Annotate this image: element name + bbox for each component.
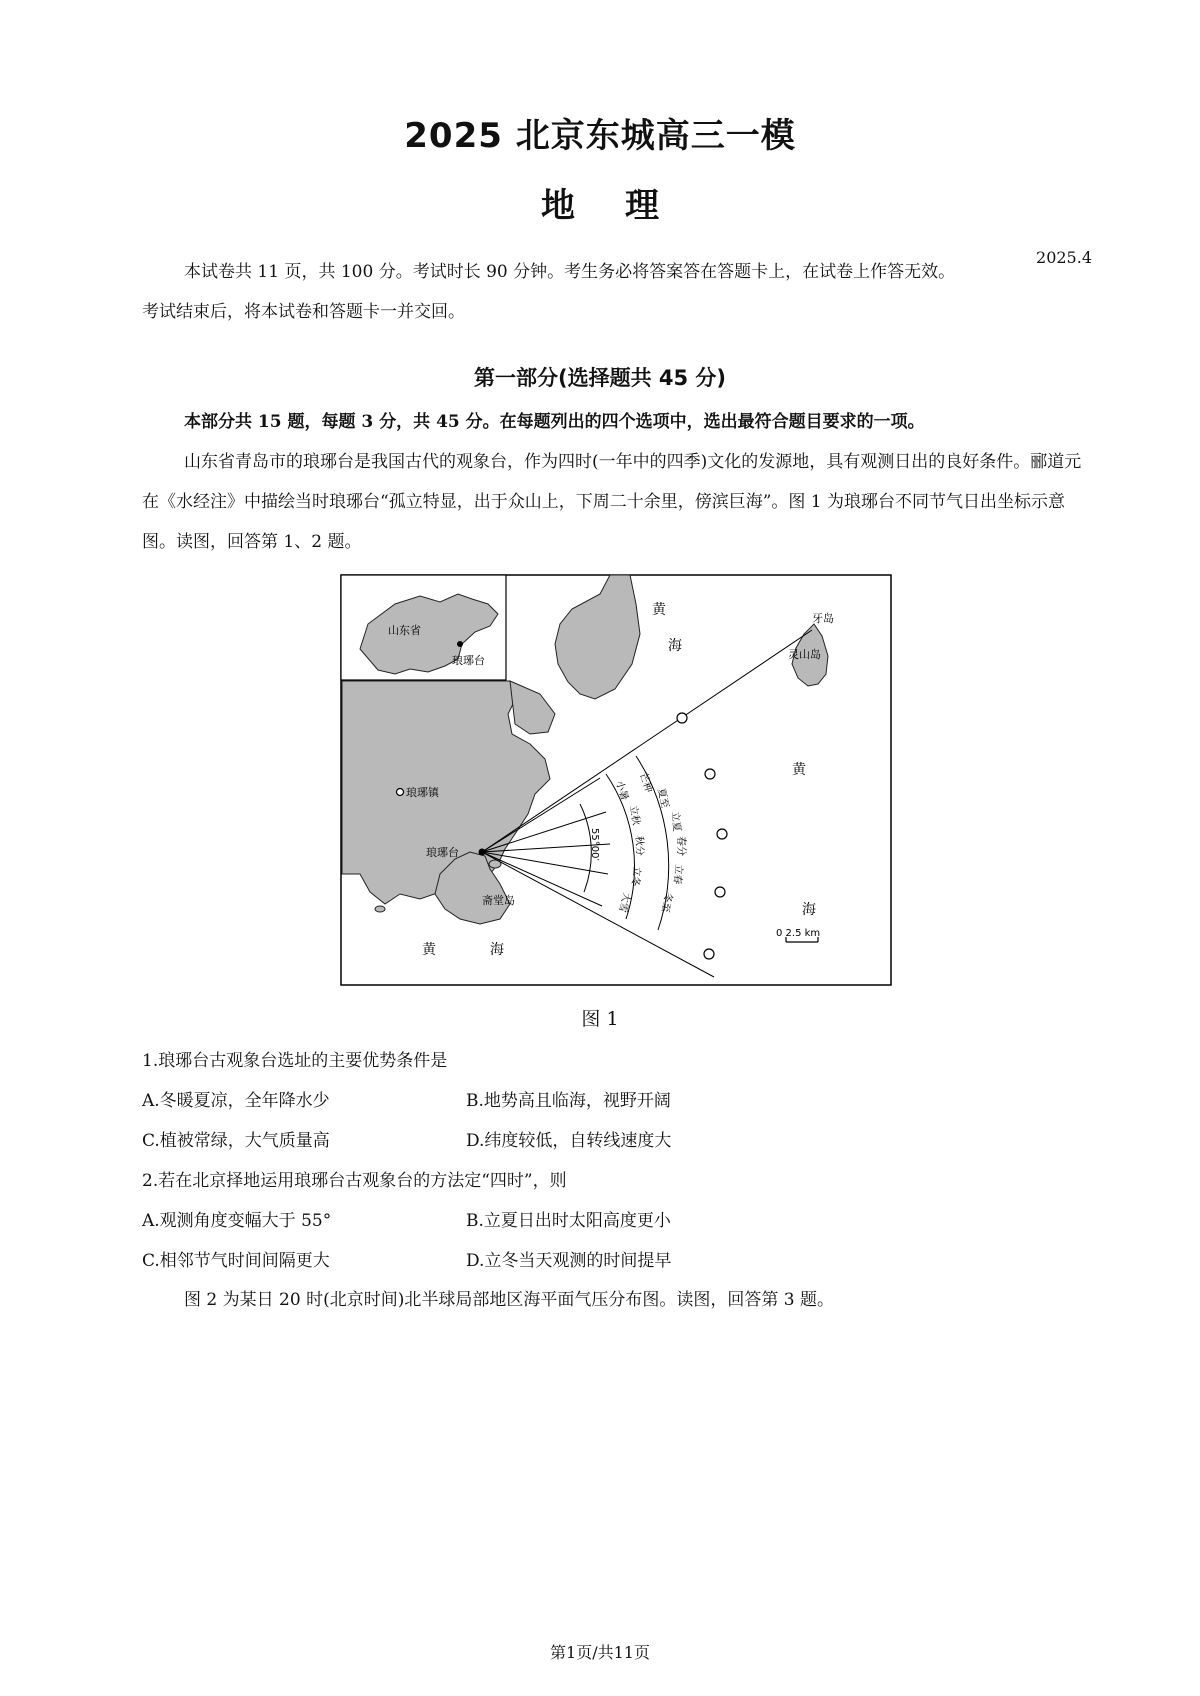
q1-option-a[interactable]: A.冬暖夏凉，全年降水少	[142, 1091, 330, 1111]
passage1: 山东省青岛市的琅琊台是我国古代的观象台，作为四时(一年中的四季)文化的发源地，具有观测日出的良好条件。郦道元在《水经注》中描绘当时琅琊台“孤立特显，出于众山上，下周二十余里，傍滨巨海”。图 1 为琅琊台不同节气日出坐标示意图。读图，回答第 1、2 题。	[142, 452, 1082, 552]
exam-title: 2025 北京东城高三一模	[404, 116, 796, 156]
sea-label-bottom-1: 黄	[422, 942, 436, 958]
solar-terms-band2e: 大雪	[616, 891, 632, 914]
q2-option-a[interactable]: A.观测角度变幅大于 55°	[142, 1211, 332, 1231]
island3-label: 牙岛	[812, 612, 834, 625]
part1-note: 本部分共 15 题，每题 3 分，共 45 分。在每题列出的四个选项中，选出最符合题目要求的一项。	[184, 412, 925, 432]
town-label: 琅琊镇	[406, 786, 439, 799]
passage2: 图 2 为某日 20 时(北京时间)北半球局部地区海平面气压分布图。读图，回答第 3 题。	[184, 1290, 834, 1310]
solar-terms-band1e: 立春	[670, 863, 684, 885]
inset-site-label: 琅琊台	[452, 654, 485, 667]
exam-date: 2025.4	[1036, 248, 1092, 267]
angle-label: 55°00′	[589, 828, 600, 861]
solar-terms-band1: 芒种	[637, 771, 654, 794]
sea-label-top-2: 海	[668, 638, 682, 654]
q2-option-d[interactable]: D.立冬当天观测的时间提早	[466, 1251, 672, 1271]
island1-label: 斋堂岛	[482, 894, 515, 907]
solar-terms-band1d: 春分	[675, 836, 686, 856]
solar-terms-band2d: 立冬	[628, 865, 642, 887]
sea-label-top-1: 黄	[652, 602, 666, 618]
instructions-line1: 本试卷共 11 页，共 100 分。考试时长 90 分钟。考生务必将答案答在答题卡上，在试卷上作答无效。	[184, 262, 956, 282]
subject-title: 地理	[541, 186, 709, 226]
island2-label: 灵山岛	[788, 648, 821, 661]
q1-option-d[interactable]: D.纬度较低，自转线速度大	[466, 1131, 672, 1151]
scale-label: 0 2.5 km	[776, 928, 821, 939]
sea-label-bottom-2: 海	[490, 942, 504, 958]
solar-terms-band2b: 立秋	[627, 804, 642, 827]
sea-label-right-2: 海	[802, 902, 816, 918]
sea-label-right-1: 黄	[792, 762, 806, 778]
q1-stem: 1.琅琊台古观象台选址的主要优势条件是	[142, 1051, 448, 1071]
q2-option-c[interactable]: C.相邻节气时间间隔更大	[142, 1251, 330, 1271]
figure1-map	[340, 574, 892, 990]
solar-terms-band1f: 冬至	[658, 891, 674, 914]
instructions-line2: 考试结束后，将本试卷和答题卡一并交回。	[142, 302, 465, 322]
solar-terms-band2: 小暑	[613, 779, 630, 802]
q1-option-b[interactable]: B.地势高且临海，视野开阔	[466, 1091, 671, 1111]
q2-stem: 2.若在北京择地运用琅琊台古观象台的方法定“四时”，则	[142, 1171, 567, 1191]
figure1-caption: 图 1	[581, 1008, 619, 1030]
q1-option-c[interactable]: C.植被常绿，大气质量高	[142, 1131, 330, 1151]
part1-heading: 第一部分(选择题共 45 分)	[473, 366, 727, 390]
solar-terms-band2c: 秋分	[633, 835, 645, 857]
q2-option-b[interactable]: B.立夏日出时太阳高度更小	[466, 1211, 671, 1231]
solar-terms-band1b: 夏至	[655, 787, 670, 810]
solar-terms-band1c: 立夏	[669, 811, 683, 833]
inset-province-label: 山东省	[388, 624, 421, 637]
site-label: 琅琊台	[426, 846, 459, 859]
page-footer: 第1页/共11页	[550, 1643, 650, 1662]
